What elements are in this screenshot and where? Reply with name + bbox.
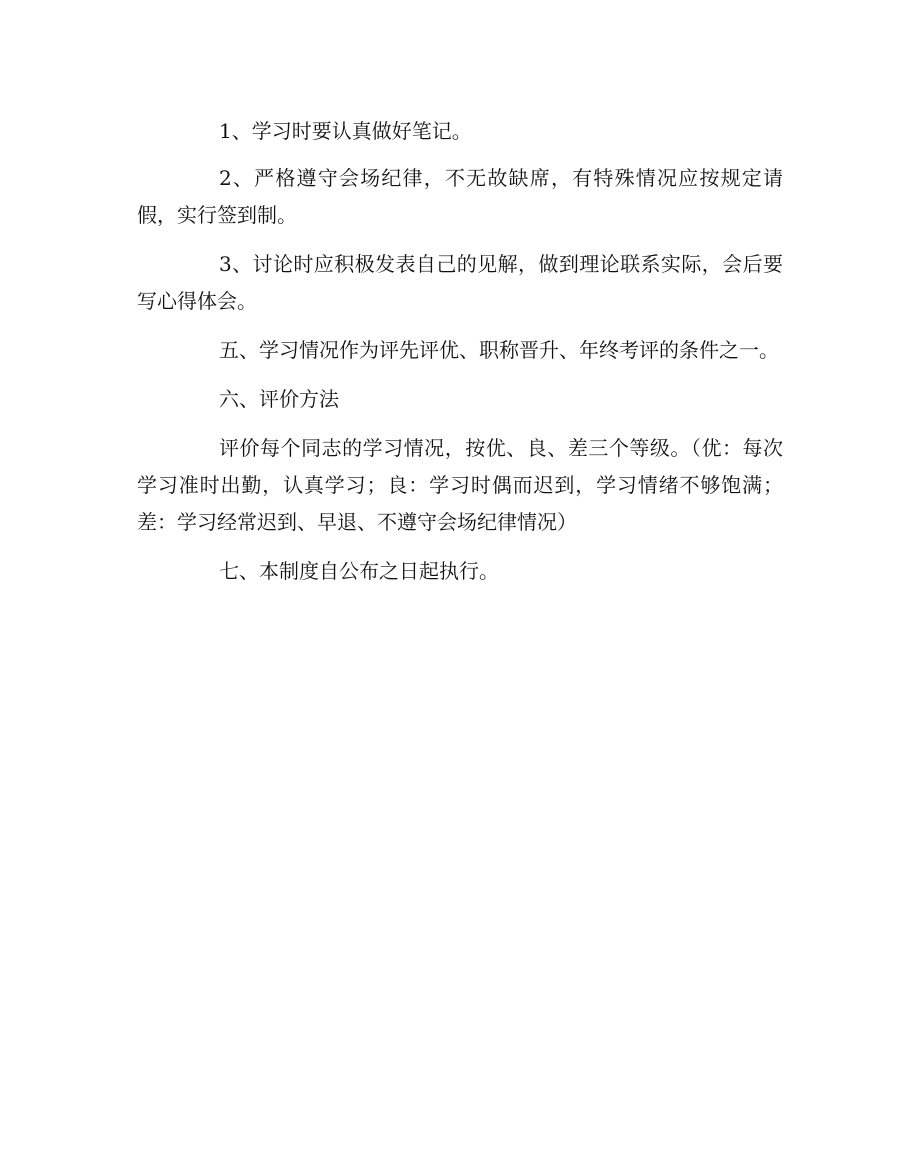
paragraph-section-7: 七、本制度自公布之日起执行。 — [219, 559, 499, 583]
document-body — [137, 113, 783, 602]
paragraph-section-5: 五、学习情况作为评先评优、职称晋升、年终考评的条件之一。 — [219, 338, 779, 362]
paragraph-rule-2: 2、严格遵守会场纪律，不无故缺席，有特殊情况应按规定请假，实行签到制。 — [137, 166, 783, 227]
heading-section-6: 六、评价方法 — [219, 387, 339, 411]
paragraph-evaluation-method: 评价每个同志的学习情况，按优、良、差三个等级。（优：每次学习准时出勤，认真学习；良：学习时偶而迟到，学习情绪不够饱满；差：学习经常迟到、早退、不遵守会场纪律情况） — [137, 436, 783, 534]
paragraph-rule-1: 1、学习时要认真做好笔记。 — [219, 119, 472, 143]
paragraph-rule-3: 3、讨论时应积极发表自己的见解，做到理论联系实际，会后要写心得体会。 — [137, 252, 783, 313]
